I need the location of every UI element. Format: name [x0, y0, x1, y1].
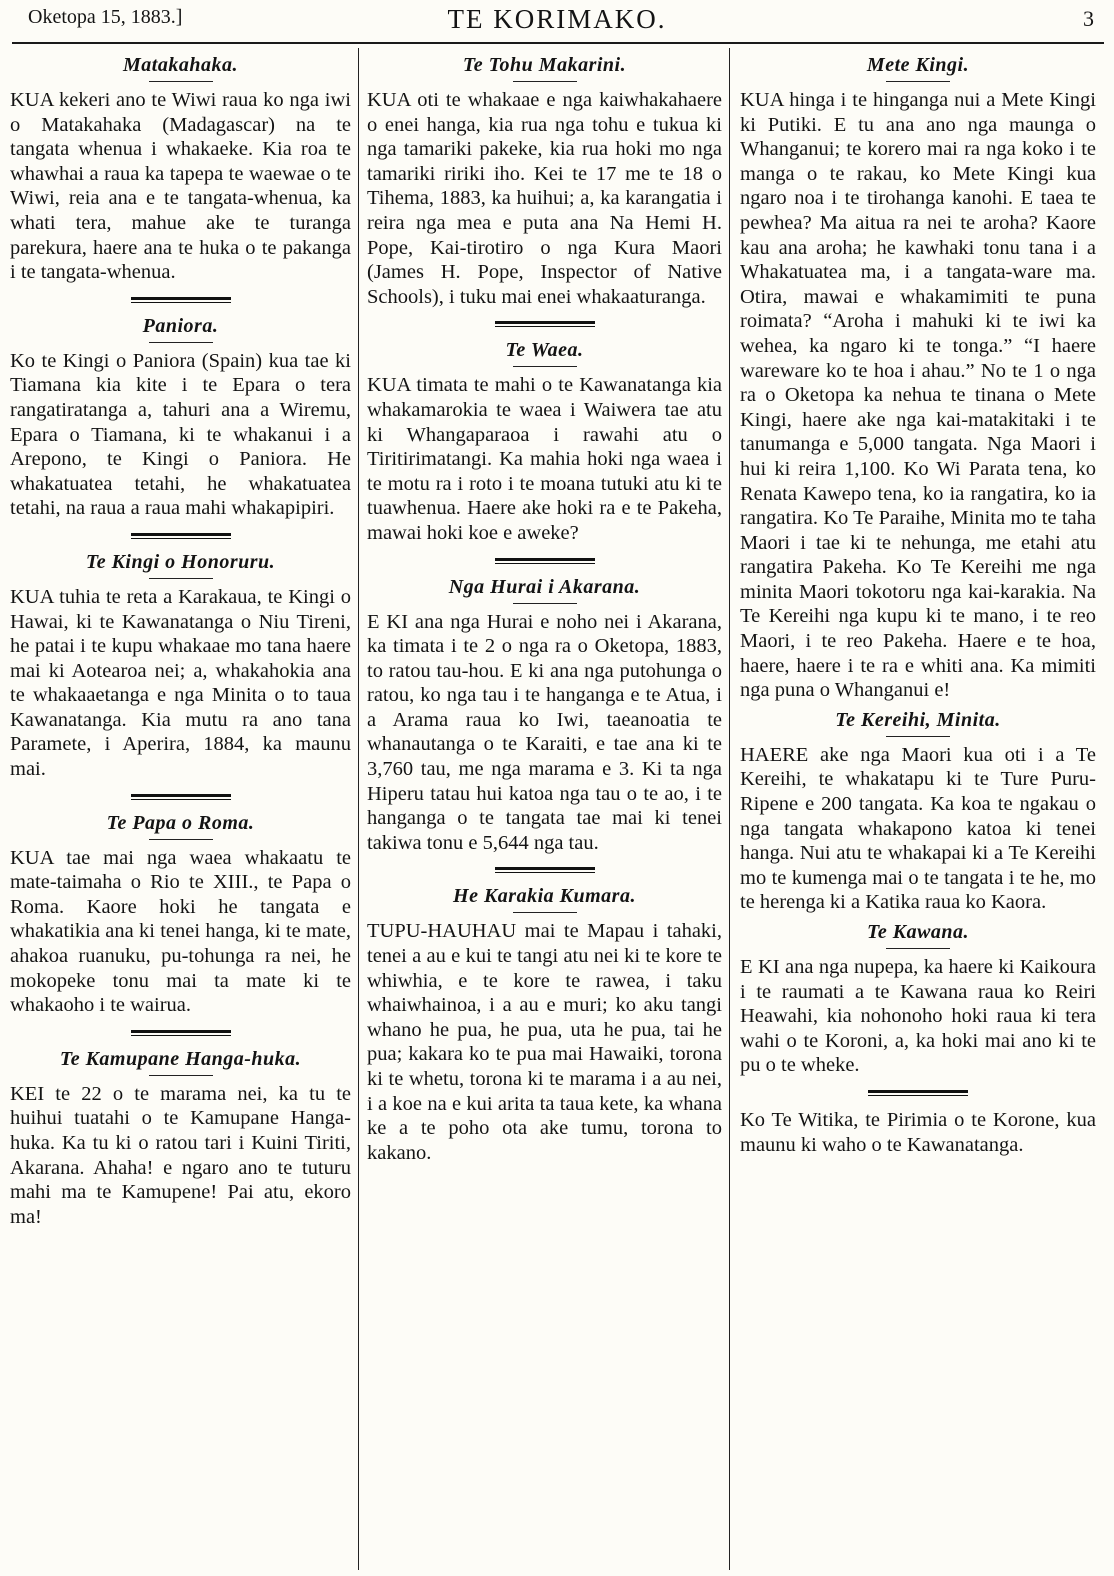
article-text: KUA oti te whakaae e nga kaiwhakahaere o enei hanga, kia rua nga tohu e tukua ki nga tamariki pakeke, kia rua hoki mo nga tamariki ririki iho. Kei te 17 me te 18 o Tihema, 1883, ka huihui; a, ka karangatia i reira nga mea e puta ana Na Hemi H. Pope, Kai-tirotiro o nga Kura Maori (James H. Pope, Inspector of Native Schools), i tuku mai enei whakaaturanga. — [367, 89, 722, 308]
article-separator — [131, 794, 231, 800]
page-number: 3 — [1083, 6, 1094, 31]
article-title: Paniora. — [142, 314, 219, 337]
article-title: Te Kawana. — [866, 921, 970, 943]
column-1 — [0, 48, 357, 1570]
article-title: Te Papa o Roma. — [106, 811, 255, 834]
article-title: Te Kamupane Hanga-huka. — [59, 1047, 302, 1070]
article-title: Te Waea. — [505, 339, 584, 362]
title-rule — [149, 342, 213, 343]
article-title: Matakahaka. — [123, 54, 238, 76]
article-text: KUA tuhia te reta a Karakaua, te Kingi o Hawai, ki te Kawanatanga o Niu Tireni, he patai i te kupu whakaae mo tana haere mai ki Aotearoa nei; a, whakahokia ana te whakaaetanga e nga Minita o to taua Kawanatanga. Kia mutu ra ano tana Paramete, i Aperira, 1884, ka maunu mai. — [10, 585, 351, 781]
article-text: KUA timata te mahi o te Kawanatanga kia whakamarokia te waea i Waiwera tae atu ki Whangaparaoa i rawahi atu o Tiritirimatangi. Ka mahia hoki nga waea i te motu ra i roto i te moana tutuki atu ki te tuawhenua. Haere ake hoki ra e te Pakeha, mawai hoki koe e aweke? — [367, 374, 722, 544]
article-title: He Karakia Kumara. — [453, 885, 636, 908]
article-separator — [495, 558, 595, 564]
article-title: Te Tohu Makarini. — [462, 54, 627, 76]
column-rule-1 — [358, 48, 359, 1570]
article-text: KUA tae mai nga waea whakaatu te mate-taimaha o Rio te XIII., te Papa o Roma. Kaore hoki he tangata e whakatikia ana ki tenei hanga, ki te mate, ahakoa ruanuku, pu-tohunga ra nei, he mokopeke tonu mai ta mate ki te whakaoho i te wairua. — [10, 846, 351, 1017]
column-2 — [361, 48, 728, 1570]
article-text: TUPU-HAUHAU mai te Mapau i tahaki, tenei a au e kui te tangi atu nei ki te kore te whiwhia, e te kore te rawea, i taku whaiwhainoa, i a au e muri; ko aku tangi whano he pua, he pua, uta he pua, tai he pua; kakara ko te pua mai Hawaiki, torona ki te whetu, torona ki te marama i a au nei, i a koe na e kui arita ta taua kete, ka whana ke a te poho ota ake tumu, torona to kakano. — [367, 920, 722, 1164]
title-rule — [149, 839, 213, 840]
article-text: E KI ana nga Hurai e noho nei i Akarana, ka timata i te 2 o nga ra o Oketopa, 1883, to ratou tau-hou. E ki ana nga putohunga o ratou, ko nga tau i te hanganga e te Atua, i a Arama raua ko Iwi, taeanoatia te whanautanga o te Karaiti, e tae ana ki te 3,760 tau, me nga marama e 3. Ki ta nga Hiperu tatau hui katoa nga tau o te ao, i te hanganga o te tangata tae mai ki tenei takiwa tonu e 5,644 nga tau. — [367, 610, 722, 854]
title-rule — [149, 1075, 213, 1076]
title-rule — [149, 81, 213, 82]
article-text: Ko te Kingi o Paniora (Spain) kua tae ki Tiamana kia kite i te Epara o tera rangatiratanga a, tahuri ana a Wiremu, Epara o Tiamana, ki te whakanui i a Arepono, te Kingi o Paniora. He whakatuatea tetahi, he whakatuatea tetahi, na raua a raua mahi whakapipiri. — [10, 349, 351, 520]
article-text: KEI te 22 o te marama nei, ka tu te huihui tuatahi o te Kamupane Hanga-huka. Ka tu ki o ratou tari i Kuini Tiriti, Akarana. Ahaha! e ngaro ano te tuturu mahi ma te Kamupene! Pai atu, ekoro ma! — [10, 1082, 351, 1228]
title-rule — [886, 81, 950, 82]
article-separator — [131, 1030, 231, 1036]
article-text: Ko Te Witika, te Pirimia o te Korone, kua maunu ki waho o te Kawanatanga. — [740, 1108, 1096, 1156]
article-title: Nga Hurai i Akarana. — [448, 575, 641, 598]
newspaper-title: TE KORIMAKO. — [447, 4, 667, 34]
title-rule — [513, 603, 577, 604]
title-rule — [886, 948, 950, 949]
article-separator — [131, 297, 231, 303]
article-title: Mete Kingi. — [866, 54, 970, 76]
title-rule — [513, 366, 577, 367]
article-text: HAERE ake nga Maori kua oti i a Te Kereihi, te whakatapu ki te Ture Puru-Ripene e 200 tangata. Ka koa te ngakau o nga tangata whakapono katoa ki tenei hanga. Nui atu te whakapai ki a Te Kereihi mo te kumenga mai o te tangata i te he, mo te herenga ki a Katika raua ko Kaora. — [740, 743, 1096, 914]
title-rule — [886, 736, 950, 737]
article-separator — [495, 321, 595, 327]
article-separator — [495, 867, 595, 873]
masthead — [0, 0, 1114, 48]
article-text: E KI ana nga nupepa, ka haere ki Kaikoura i te raumati a te Kawana raua ko Reiri Heawahi, kia nohonoho hoki raua ki tera wahi o te Koroni, a, ka hoki mai ano ki te pu o te wheke. — [740, 956, 1096, 1077]
issue-date: Oketopa 15, 1883.] — [28, 6, 183, 28]
article-text: KUA hinga i te hinganga nui a Mete Kingi ki Putiki. E tu ana ano nga maunga o Whanganui; te korero mai ra nga koko i te manga o te rakau, ko Mete Kingi kua ngaro noa i te tirohanga kanohi. E taea te pewhea? Ma aitua ra nei te aroha? Kaore kau ana aroha; he kawhaki tonu tana i a Whakatuatea ma, i a tangata-ware ma. Otira, mawai e whakamimiti te puna roimata? “Aroha i mahuki ki te iwi ka wehea, ka ngaro ki te tonga.” “I haere wareware ko te hoa i ahau.” No te 1 o nga ra o Oketopa ka nehua te tinana o Mete Kingi, haere ake nga kai-matakitaki i te tanumanga e 5,000 tangata. Nga Maori i hui ki reira 1,100. Ko Wi Parata tena, ko Renata Kawepo tena, ko ia rangatira, ko ia rangatira. Ko Te Paraihe, Minita mo te taha Maori i tae ki te nehunga, me etahi atu rangatira Pakeha. Ko Te Kereihi me nga minita Maori tokotoru nga kai-karakia. Na Te Kereihi nga kupu ki te mano, i te reo Maori, i te reo Pakeha. Haere e te hoa, haere, haere i te ra e whiti ana. Ka mimiti nga puna o Whanganui e! — [740, 89, 1096, 702]
header-rule — [12, 42, 1104, 44]
article-separator — [868, 1090, 968, 1096]
article-title: Te Kereihi, Minita. — [835, 708, 1001, 731]
article-text: KUA kekeri ano te Wiwi raua ko nga iwi o Matakahaka (Madagascar) na te tangata whenua i whakaeke. Kia roa te whawhai a raua ka tapepa te waewae o te Wiwi, reia ana e te tangata-whenua, ka whati tera, mahue ake te turanga parekura, haere ana te huka o te pakanga i te tangata-whenua. — [10, 89, 351, 284]
title-rule — [513, 912, 577, 913]
article-separator — [131, 533, 231, 539]
column-rule-2 — [729, 48, 730, 1570]
title-rule — [149, 578, 213, 579]
title-rule — [513, 81, 577, 82]
article-title: Te Kingi o Honoruru. — [85, 550, 276, 573]
column-3 — [732, 48, 1114, 1570]
